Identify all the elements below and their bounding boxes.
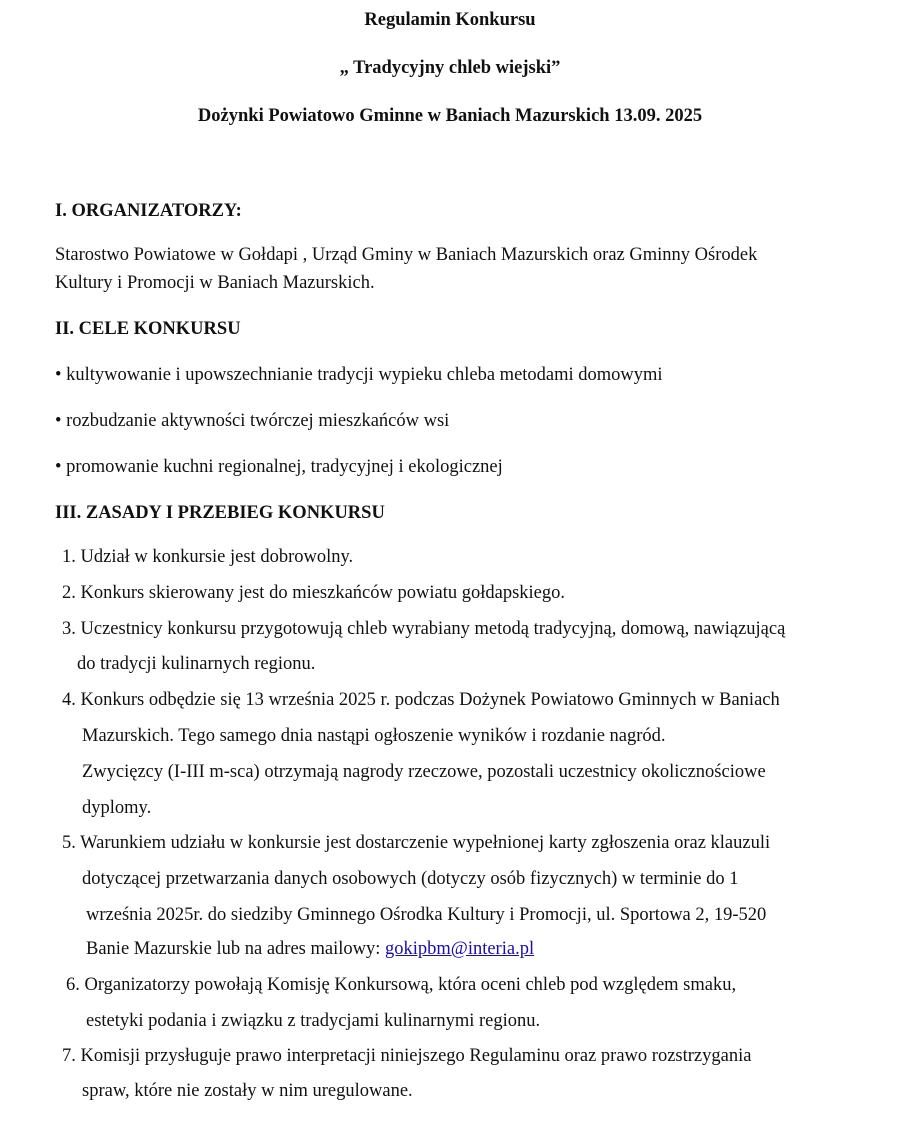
rule-item-continued: Mazurskich. Tego samego dnia nastąpi ogłoszenie wyników i rozdanie nagród. [82,726,666,746]
rule-item-continued: spraw, które nie zostały w nim uregulowane. [82,1081,413,1101]
organizers-line: Starostwo Powiatowe w Gołdapi , Urząd Gminy w Baniach Mazurskich oraz Gminny Ośrodek [55,245,758,265]
rule-item-continued: estetyki podania i związku z tradycjami kulinarnymi regionu. [86,1011,541,1031]
goal-bullet: • promowanie kuchni regionalnej, tradycyjnej i ekologicznej [55,457,503,477]
contest-name: „ Tradycyjny chleb wiejski” [339,58,561,78]
rule-item: 7. Komisji przysługuje prawo interpretacji niniejszego Regulaminu oraz prawo rozstrzygania [62,1046,752,1066]
rule-item-continued: dyplomy. [82,798,152,818]
event-line: Dożynki Powiatowo Gminne w Baniach Mazurskich 13.09. 2025 [197,106,703,126]
email-link[interactable]: gokipbm@interia.pl [385,939,535,959]
rule-item-continued: września 2025r. do siedziby Gminnego Ośrodka Kultury i Promocji, ul. Sportowa 2, 19-520 [86,905,767,925]
rule-item: 5. Warunkiem udziału w konkursie jest dostarczenie wypełnionej karty zgłoszenia oraz klauzuli [62,833,771,853]
rule-item-continued: dotyczącej przetwarzania danych osobowych (dotyczy osób fizycznych) w terminie do 1 [82,869,739,889]
rule-item: 3. Uczestnicy konkursu przygotowują chleb wyrabiany metodą tradycyjną, domową, nawiązującą [62,619,786,639]
goal-bullet: • kultywowanie i upowszechnianie tradycji wypieku chleba metodami domowymi [55,365,663,385]
section-heading-organizers: I. ORGANIZATORZY: [55,201,242,221]
rule-item-continued: do tradycji kulinarnych regionu. [77,654,316,674]
rule-item: 4. Konkurs odbędzie się 13 września 2025 r. podczas Dożynek Powiatowo Gminnych w Baniach [62,690,780,710]
rule-item: 6. Organizatorzy powołają Komisję Konkursową, która oceni chleb pod względem smaku, [66,975,737,995]
rule-item: 2. Konkurs skierowany jest do mieszkańców powiatu gołdapskiego. [62,583,566,603]
email-prefix: Banie Mazurskie lub na adres mailowy: [86,939,385,959]
organizers-line: Kultury i Promocji w Baniach Mazurskich. [55,273,375,293]
section-heading-goals: II. CELE KONKURSU [55,319,241,339]
section-heading-rules: III. ZASADY I PRZEBIEG KONKURSU [55,503,385,523]
rule-item: 1. Udział w konkursie jest dobrowolny. [62,547,354,567]
goal-bullet: • rozbudzanie aktywności twórczej mieszkańców wsi [55,411,450,431]
document-title: Regulamin Konkursu [364,10,536,30]
rule-item-continued [86,938,534,961]
rule-item-continued: Zwycięzcy (I-III m-sca) otrzymają nagrody rzeczowe, pozostali uczestnicy okolicznościowe [82,762,766,782]
